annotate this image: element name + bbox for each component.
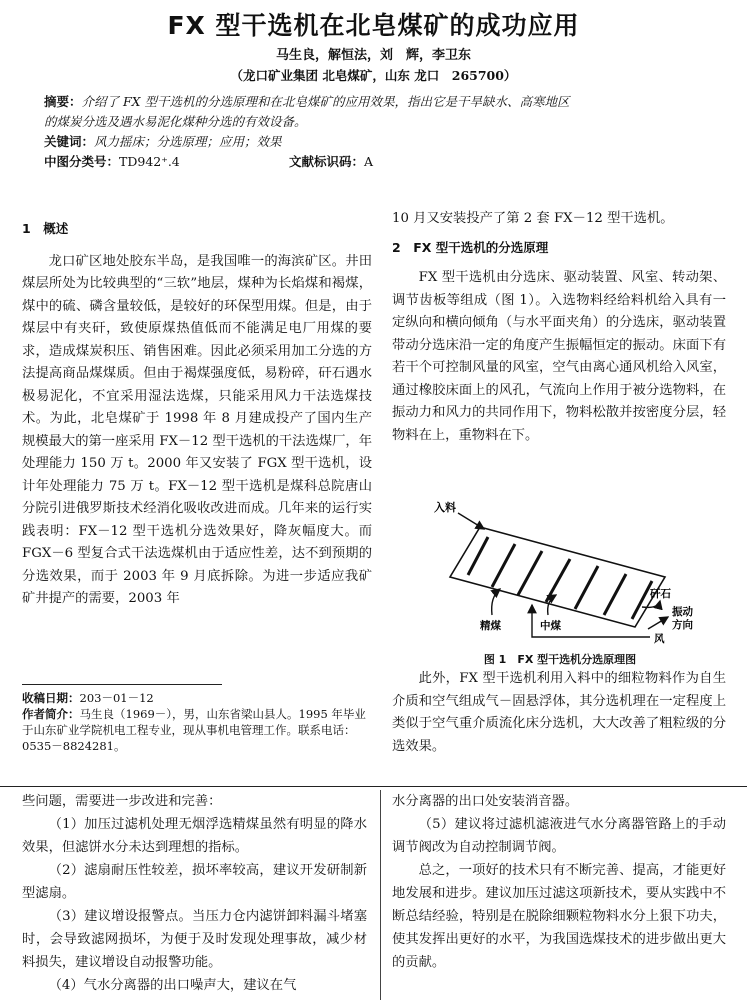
class-label: 中图分类号： bbox=[44, 154, 120, 169]
vibration-label-line-1: 振动 bbox=[672, 606, 693, 618]
section-1-heading: 1 概述 bbox=[22, 221, 69, 236]
gangue-arrow bbox=[642, 601, 660, 607]
column-divider bbox=[380, 790, 381, 1000]
keywords-label: 关键词： bbox=[44, 134, 95, 149]
feed-label: 入料 bbox=[434, 501, 456, 514]
gangue-label: 矸石 bbox=[650, 588, 671, 600]
author-bio-label: 作者简介： bbox=[22, 707, 80, 721]
footnote bbox=[22, 690, 372, 754]
conclusion-paragraph: 总之，一项好的技术只有不断完善、提高，才能更好地发展和进步。建议加压过滤这项新技术，要从实践中不断总结经验，特别是在脱除细颗粒物料水分上狠下功夫，使其发挥出更好的水平，为我国选煤技术的进步做出更大的贡献。 bbox=[392, 863, 726, 970]
issue-item-3: （3）建议增设报警点。当压力仓内滤饼卸料漏斗堵塞时，会导致滤网损坏，为便于及时发现处理事故，减少材料损失，建议增设自动报警功能。 bbox=[22, 909, 367, 970]
class-number bbox=[44, 152, 289, 172]
figure-1-caption: 图 1 FX 型干选机分选原理图 bbox=[483, 653, 637, 666]
issue-item-2: （2）滤扇耐压性较差，损坏率较高，建议开发研制新型滤扇。 bbox=[22, 863, 367, 901]
doc-code bbox=[289, 152, 373, 172]
page-divider bbox=[0, 786, 747, 787]
section-1-paragraph: 龙口矿区地处胶东半岛，是我国唯一的海滨矿区。井田煤层所处为比较典型的“三软”地层，煤种为长焰煤和褐煤，煤中的硫、磷含量较低，是较好的环保型用煤。但是，由于煤层中有夹矸，致使原煤热值低而不能满足电厂用煤的要求，造成煤炭积压、销售困难。因此必须采用加工分选的方法提高商品煤煤质。但由于褐煤强度低，易粉碎，矸石遇水极易泥化，不宜采用湿法选煤，只能采用风力干法选煤技术。为此，北皂煤矿于 1998 年 8 月建成投产了国内生产规模最大的第一座采用 FX－12 型干选机的干法选煤厂，年处理能力 150 万 t。2000 年又安装了 FGX 型干选机，设计年处理能力 75 万 t。FX－12 型干选机是煤科总院唐山分院引进俄罗斯技术经消化吸收改进而成。几年来的运行实践表明：FX－12 型干选机分选效果好，降灰幅度大。而 FGX－6 型复合式干法选煤机由于适应性差，达不到预期的分选效果，而于 2003 年 9 月底拆除。为进一步适应我矿矿井提产的需要，2003 年 bbox=[22, 253, 372, 606]
abstract-line-1 bbox=[44, 92, 724, 112]
feed-arrow bbox=[458, 513, 484, 529]
received-label: 收稿日期： bbox=[22, 691, 80, 705]
bottom-right-column bbox=[392, 790, 726, 974]
figure-explanation-paragraph: 此外，FX 型干选机利用入料中的细粒物料作为自生介质和空气组成气－固悬浮体，其分选机理在一定程度上类似于空气重介质流化床分选机，大大改善了粗粒级的分选效果。 bbox=[392, 671, 726, 754]
class-value: TD942⁺.4 bbox=[119, 154, 180, 169]
issues-intro: 些问题，需要进一步改进和完善： bbox=[22, 794, 222, 809]
continued-text: 10 月又安装投产了第 2 套 FX－12 型干选机。 bbox=[392, 211, 674, 226]
keywords-text: 风力摇床；分选原理；应用；效果 bbox=[94, 134, 282, 149]
issue-item-1: （1）加压过滤机处理无烟浮选精煤虽然有明显的降水效果，但滤饼水分未达到理想的指标。 bbox=[22, 817, 367, 855]
vibration-label bbox=[671, 605, 697, 631]
author-list: 马生良，解恒法，刘 辉，李卫东 bbox=[275, 48, 471, 63]
right-column bbox=[392, 208, 726, 447]
vibration-label-line-2: 方向 bbox=[672, 619, 693, 631]
doc-value: A bbox=[364, 154, 374, 169]
separation-deck bbox=[450, 527, 665, 627]
classification-line bbox=[44, 152, 724, 172]
bottom-left-column bbox=[22, 790, 367, 997]
affiliation: （龙口矿业集团 北皂煤矿，山东 龙口 265700） bbox=[230, 68, 517, 83]
abstract-text-2: 的煤炭分选及遇水易泥化煤种分选的有效设备。 bbox=[44, 114, 307, 129]
issue-item-4: （4）气水分离器的出口噪声大，建议在气 bbox=[48, 978, 297, 993]
clean-coal-label: 精煤 bbox=[480, 620, 501, 632]
middling-label: 中煤 bbox=[540, 620, 561, 632]
keywords-line bbox=[44, 132, 724, 152]
received-value: 203－01－12 bbox=[79, 691, 154, 705]
abstract-label: 摘要： bbox=[44, 94, 82, 109]
author-bio-text: 马生良（1969－），男，山东省梁山县人。1995 年毕业于山东矿业学院机电工程专业，现从事机电管理工作。联系电话：0535－8824281。 bbox=[22, 707, 366, 753]
abstract-text-1: 介绍了 FX 型干选机的分选原理和在北皂煤矿的应用效果，指出它是干旱缺水、高寒地区 bbox=[81, 94, 570, 109]
right-column-lower bbox=[392, 668, 726, 758]
figure-1-diagram bbox=[420, 497, 700, 647]
issue-item-4-continued: 水分离器的出口处安装消音器。 bbox=[392, 794, 579, 809]
wind-label: 风 bbox=[654, 633, 665, 645]
author-bio bbox=[22, 706, 372, 754]
footnote-divider bbox=[22, 684, 222, 685]
vibration-arrow bbox=[648, 617, 668, 629]
section-2-heading: 2 FX 型干选机的分选原理 bbox=[392, 239, 549, 255]
paper-title: FX 型干选机在北皂煤矿的成功应用 bbox=[167, 11, 580, 40]
received-date bbox=[22, 690, 372, 706]
clean-coal-arrow bbox=[492, 589, 500, 615]
doc-label: 文献标识码： bbox=[289, 154, 365, 169]
issue-item-5: （5）建议将过滤机滤液进气水分离器管路上的手动调节阀改为自动控制调节阀。 bbox=[392, 817, 726, 855]
section-2-paragraph: FX 型干选机由分选床、驱动装置、风室、转动架、调节齿板等组成（图 1）。入选物料经给料机给入具有一定纵向和横向倾角（与水平面夹角）的分选床，驱动装置带动分选床沿一定的角度产生振幅恒定的振动。床面下有若干个可控制风量的风室，空气由离心通风机给入风室，通过橡胶床面上的风孔，气流向上作用于被分选物料，在振动力和风力的共同作用下，物料松散并按密度分层，轻物料在上，重物料在下。 bbox=[392, 270, 726, 443]
abstract-block bbox=[44, 92, 724, 172]
left-column bbox=[22, 218, 372, 611]
